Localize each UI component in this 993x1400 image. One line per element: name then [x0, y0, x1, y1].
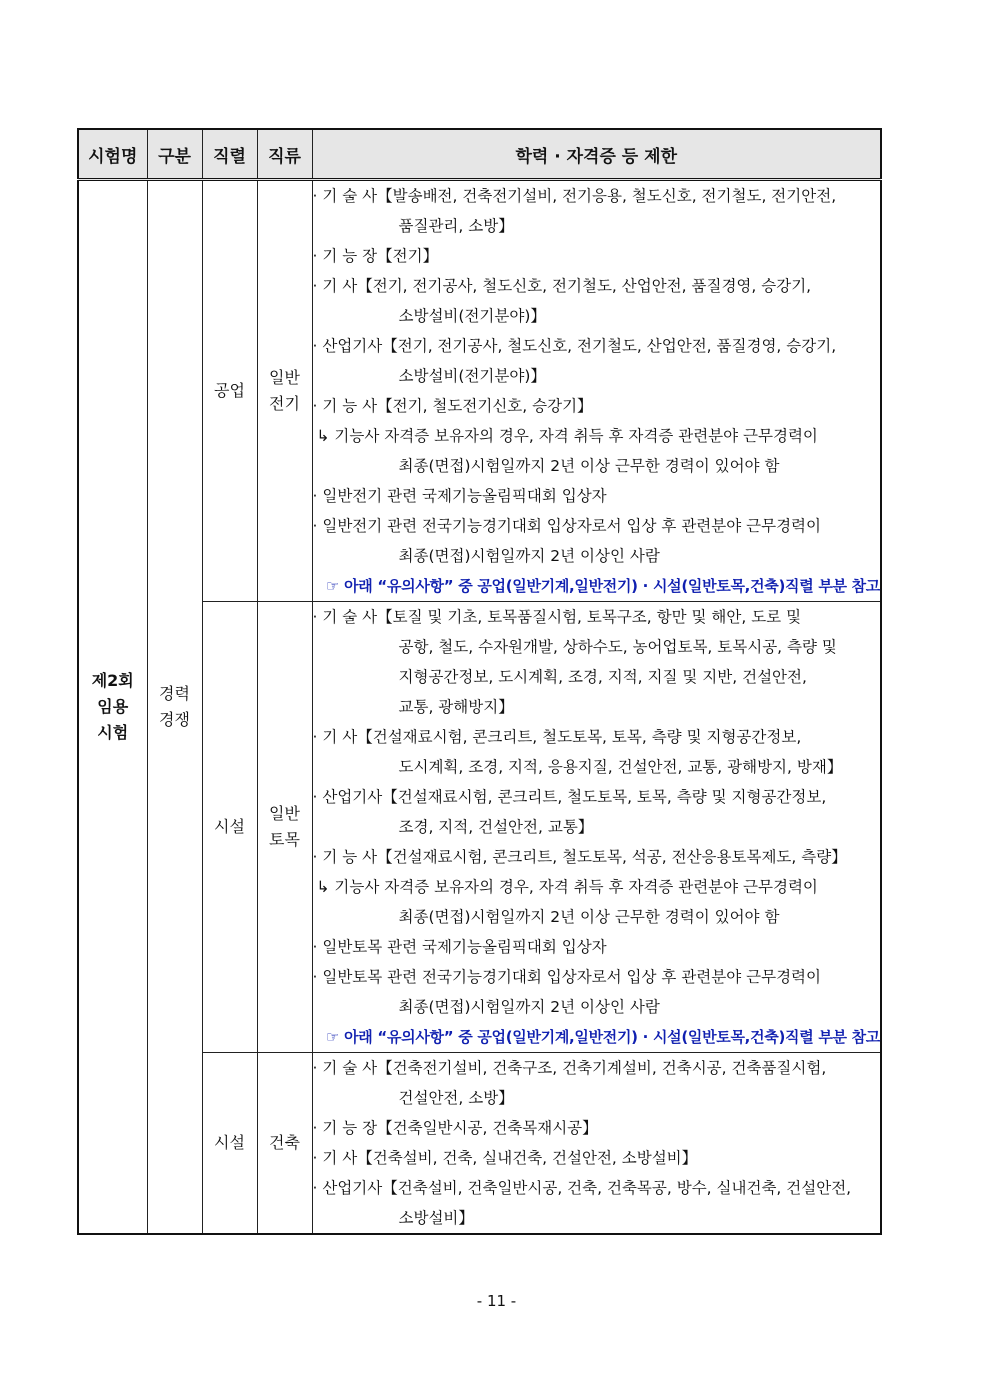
series-cell	[202, 180, 257, 602]
restriction-item: ↳ 기능사 자격증 보유자의 경우, 자격 취득 후 자격증 관련분야 근무경력이	[316, 427, 818, 445]
restriction-item: · 기 사【건축설비, 건축, 실내건축, 건설안전, 소방설비】	[312, 1149, 698, 1167]
restriction-item: · 기 사【전기, 전기공사, 철도신호, 전기철도, 산업안전, 품질경영, 승강기,	[312, 277, 812, 295]
category-cell	[147, 180, 202, 1235]
header-class: 직류	[257, 129, 312, 180]
restriction-continuation: 교통, 광해방지】	[398, 698, 514, 716]
class-line: 일반	[269, 368, 300, 387]
restriction-continuation: 최종(면접)시험일까지 2년 이상 근무한 경력이 있어야 함	[398, 457, 780, 475]
restriction-item: · 기 술 사【토질 및 기초, 토목품질시험, 토목구조, 항만 및 해안, 도로 및	[312, 608, 802, 626]
restriction-continuation: 소방설비】	[398, 1209, 474, 1227]
header-series: 직렬	[202, 129, 257, 180]
restriction-continuation: 공항, 철도, 수자원개발, 상하수도, 농어업토목, 토목시공, 측량 및	[398, 638, 837, 656]
restriction-item: · 일반전기 관련 국제기능올림픽대회 입상자	[312, 487, 607, 505]
header-category: 구분	[147, 129, 202, 180]
restriction-continuation: 지형공간정보, 도시계획, 조경, 지적, 지질 및 지반, 건설안전,	[398, 668, 807, 686]
class-line: 건축	[269, 1133, 300, 1152]
series-label: 시설	[214, 1133, 245, 1152]
header-restrictions: 학력 · 자격증 등 제한	[312, 129, 881, 180]
page-number: - 11 -	[476, 1292, 517, 1310]
restriction-item: · 기 술 사【발송배전, 건축전기설비, 전기응용, 철도신호, 전기철도, 전기안전,	[312, 187, 837, 205]
class-line: 전기	[269, 394, 300, 413]
restriction-continuation: 소방설비(전기분야)】	[398, 307, 546, 325]
restriction-item: · 산업기사【건축설비, 건축일반시공, 건축, 건축목공, 방수, 실내건축, 건설안전,	[312, 1179, 852, 1197]
restriction-item: · 기 사【건설재료시험, 콘크리트, 철도토목, 토목, 측량 및 지형공간정보,	[312, 728, 802, 746]
class-line: 토목	[269, 830, 300, 849]
restriction-continuation: 소방설비(전기분야)】	[398, 367, 546, 385]
restrictions-cell	[312, 602, 881, 1053]
table-row	[78, 180, 881, 602]
restriction-continuation: 조경, 지적, 건설안전, 교통】	[398, 818, 594, 836]
class-line: 일반	[269, 804, 300, 823]
exam-name-cell	[78, 180, 147, 1235]
series-label: 공업	[214, 381, 245, 400]
restriction-item: ↳ 기능사 자격증 보유자의 경우, 자격 취득 후 자격증 관련분야 근무경력이	[316, 878, 818, 896]
restrictions-cell	[312, 180, 881, 602]
exam-name-line: 시험	[97, 723, 129, 742]
restriction-item: · 기 능 사【건설재료시험, 콘크리트, 철도토목, 석공, 전산응용토목제도, 측량】	[312, 848, 847, 866]
restriction-item: · 기 능 사【전기, 철도전기신호, 승강기】	[312, 397, 593, 415]
category-line: 경쟁	[159, 710, 190, 729]
restriction-continuation: 도시계획, 조경, 지적, 응용지질, 건설안전, 교통, 광해방지, 방재】	[398, 758, 843, 776]
series-cell	[202, 602, 257, 1053]
series-label: 시설	[214, 817, 245, 836]
class-cell	[257, 1053, 312, 1235]
category-line: 경력	[159, 684, 190, 703]
restriction-continuation: 최종(면접)시험일까지 2년 이상 근무한 경력이 있어야 함	[398, 908, 780, 926]
reference-note: ☞ 아래 “유의사항” 중 공업(일반기계,일반전기) · 시설(일반토목,건축)직렬 부분 참고	[326, 1028, 880, 1046]
restriction-item: · 일반토목 관련 국제기능올림픽대회 입상자	[312, 938, 607, 956]
restriction-continuation: 최종(면접)시험일까지 2년 이상인 사람	[398, 998, 660, 1016]
restriction-item: · 산업기사【건설재료시험, 콘크리트, 철도토목, 토목, 측량 및 지형공간정보,	[312, 788, 827, 806]
restriction-item: · 기 능 장【전기】	[312, 247, 439, 265]
series-cell	[202, 1053, 257, 1235]
restriction-item: · 기 술 사【건축전기설비, 건축구조, 건축기계설비, 건축시공, 건축품질시험,	[312, 1059, 827, 1077]
restriction-continuation: 건설안전, 소방】	[398, 1089, 514, 1107]
restriction-continuation: 최종(면접)시험일까지 2년 이상인 사람	[398, 547, 660, 565]
restriction-continuation: 품질관리, 소방】	[398, 217, 514, 235]
class-cell	[257, 180, 312, 602]
exam-name-line: 임용	[97, 697, 129, 716]
restriction-item: · 일반토목 관련 전국기능경기대회 입상자로서 입상 후 관련분야 근무경력이	[312, 968, 822, 986]
class-cell	[257, 602, 312, 1053]
header-row	[78, 129, 881, 180]
reference-note: ☞ 아래 “유의사항” 중 공업(일반기계,일반전기) · 시설(일반토목,건축)직렬 부분 참고	[326, 577, 880, 595]
restrictions-cell	[312, 1053, 881, 1235]
header-exam-name: 시험명	[78, 129, 147, 180]
qualification-table	[77, 128, 882, 1235]
restriction-item: · 일반전기 관련 전국기능경기대회 입상자로서 입상 후 관련분야 근무경력이	[312, 517, 822, 535]
restriction-item: · 산업기사【전기, 전기공사, 철도신호, 전기철도, 산업안전, 품질경영, 승강기,	[312, 337, 837, 355]
restriction-item: · 기 능 장【건축일반시공, 건축목재시공】	[312, 1119, 598, 1137]
exam-name-line: 제2회	[91, 671, 134, 690]
